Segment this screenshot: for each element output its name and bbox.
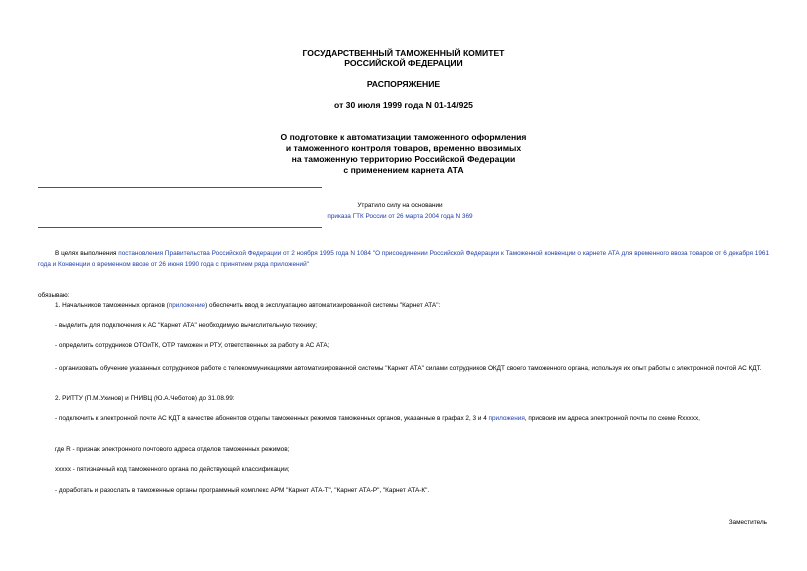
document-type: РАСПОРЯЖЕНИЕ — [366, 79, 441, 89]
paragraph-1-suffix: ) обеспечить ввод в эксплуатацию автоматизированной системы "Карнет АТА": — [205, 302, 441, 309]
bullet-email-prefix: - подключить к электронной почте АС КДТ в качестве абонентов отделы таможенных режимов таможенных органов, указанные в графах 2, 3 и 4 — [55, 415, 489, 422]
org-name-line1: ГОСУДАРСТВЕННЫЙ ТАМОЖЕННЫЙ КОМИТЕТ — [302, 48, 505, 58]
obliges-label: обязываю: — [38, 292, 70, 299]
paragraph-1 — [38, 300, 769, 311]
appendix-link[interactable]: приложение — [168, 302, 206, 309]
intro-paragraph — [38, 248, 769, 270]
bullet-training: - организовать обучение указанных сотрудников работе с телекоммуникациями автоматизированной системы "Карнет АТА" силами сотрудников ОКДТ своего таможенного органа, используя их опыт работы с электронной почтой АС КДТ. — [55, 365, 762, 372]
document-title-line4: с применением карнета АТА — [343, 165, 464, 175]
paragraph-2: 2. РИТТУ (П.М.Ухинов) и ГНИВЦ (Ю.А.Чеботов) до 31.08.99: — [55, 395, 235, 402]
bullet-software: - доработать и разослать в таможенные органы программный комплекс АРМ "Карнет АТА-Т", "Карнет АТА-Р", "Карнет АТА-К". — [55, 487, 430, 494]
bullet-staff: - определить сотрудников ОТОиТК, ОТР таможен и РТУ, ответственных за работу в АС АТА; — [55, 342, 330, 349]
definition-r: где R - признак электронного почтового адреса отделов таможенных режимов; — [55, 446, 290, 453]
signature-title: Заместитель — [728, 519, 767, 526]
divider-top — [38, 187, 322, 188]
repeal-order-link[interactable]: приказа ГТК России от 26 марта 2004 года N 369 — [327, 213, 473, 220]
document-title-line1: О подготовке к автоматизации таможенного оформления — [280, 132, 527, 142]
definition-xxxxx: xxxxx - пятизначный код таможенного органа по действующей классификации; — [55, 466, 290, 473]
bullet-computers: - выделить для подключения к АС "Карнет АТА" необходимую вычислительную технику; — [55, 322, 318, 329]
government-decree-link[interactable]: постановления Правительства Российской Федерации от 2 ноября 1995 года N 1084 "О присоединении Российской Федерации к Таможенной конвенции о карнете АТА для временного ввоза товаров от 6 декабря 1961 года и Конвенции о временном ввозе от 26 июня 1990 года с принятием ряда приложений" — [38, 250, 769, 268]
bullet-email — [38, 413, 769, 424]
org-name-line2: РОССИЙСКОЙ ФЕДЕРАЦИИ — [344, 58, 463, 68]
status-note: Утратило силу на основании — [357, 202, 443, 209]
document-title-line2: и таможенного контроля товаров, временно ввозимых — [285, 143, 522, 153]
document-title-line3: на таможенную территорию Российской Федерации — [291, 154, 516, 164]
document-date-number: от 30 июля 1999 года N 01-14/925 — [334, 100, 473, 110]
paragraph-1-prefix: 1. Начальников таможенных органов ( — [55, 302, 169, 309]
divider-bottom — [38, 227, 322, 228]
intro-prefix: В целях выполнения — [55, 250, 119, 257]
bullet-email-suffix: , присвоив им адреса электронной почты по схеме Rxxxxx, — [524, 415, 700, 422]
appendix-link-2[interactable]: приложения — [488, 415, 525, 422]
